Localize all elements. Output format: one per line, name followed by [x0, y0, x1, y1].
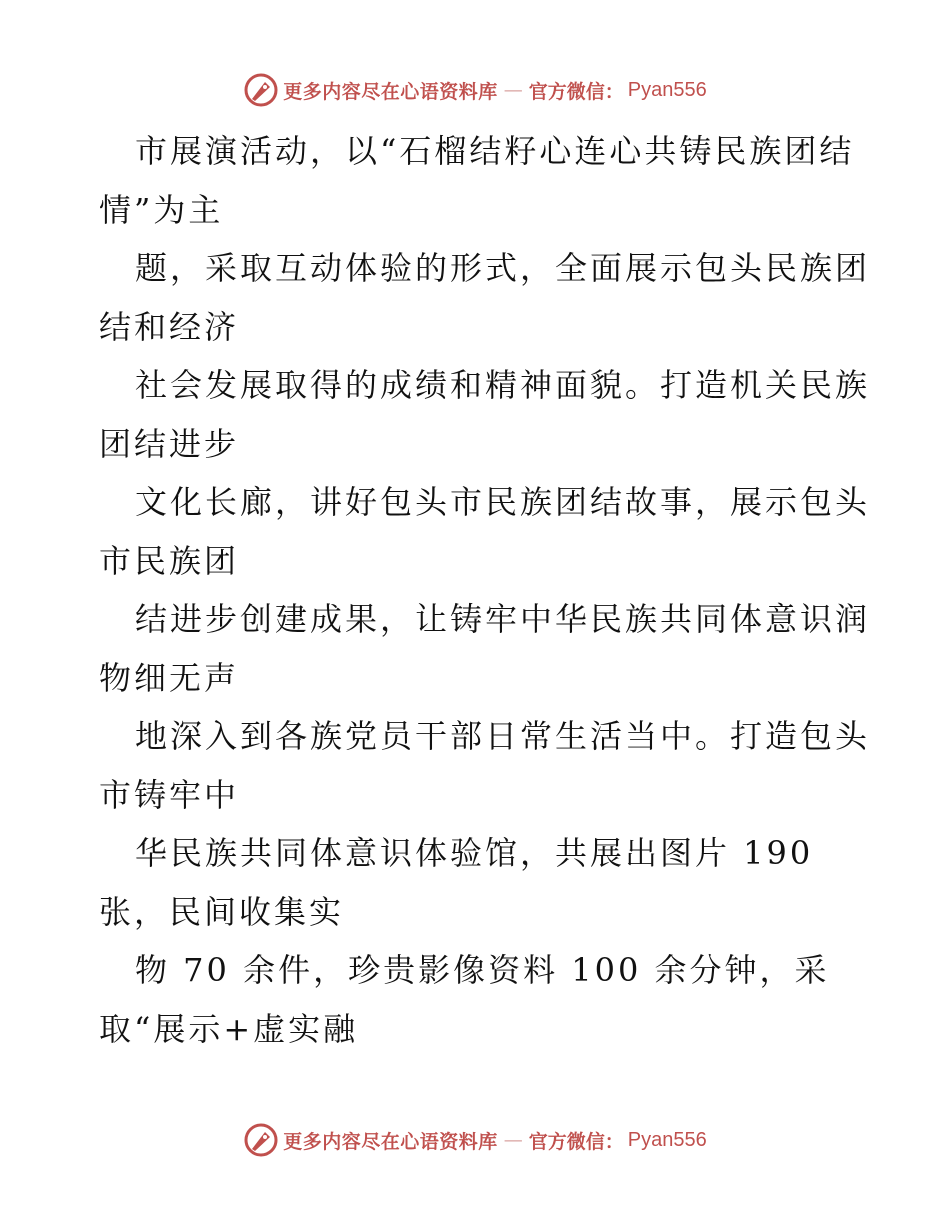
text-line: 结进步创建成果，让铸牢中华民族共同体意识润	[135, 600, 871, 638]
banner-dash: —	[503, 79, 523, 101]
text-line: 市铸牢中	[99, 775, 240, 814]
text-line: 团结进步	[99, 424, 240, 463]
banner-title: 更多内容尽在心语资料库	[283, 1130, 498, 1153]
text-line: 情”为主	[99, 190, 224, 229]
banner-dash: —	[503, 1129, 523, 1151]
text-line: 题，采取互动体验的形式，全面展示包头民族团	[135, 249, 871, 287]
text-line: 文化长廊，讲好包头市民族团结故事，展示包头	[135, 483, 871, 521]
text-line: 物细无声	[99, 658, 240, 697]
banner-inner	[243, 72, 707, 108]
text-line: 物 70 余件，珍贵影像资料 100 余分钟，采	[135, 951, 830, 989]
text-line: 市展演活动，以“石榴结籽心连心共铸民族团结	[135, 132, 855, 170]
pen-nib-logo-icon	[243, 1122, 279, 1158]
banner-contact-id: Pyan556	[627, 1128, 707, 1151]
text-line: 张，民间收集实	[99, 892, 345, 931]
body-text	[99, 122, 871, 1058]
text-line: 华民族共同体意识体验馆，共展出图片 190	[135, 834, 814, 872]
text-line: 结和经济	[99, 307, 240, 346]
banner-contact-label: 官方微信：	[528, 80, 624, 103]
text-line: 取“展示+虚实融	[99, 1009, 359, 1048]
banner-contact-id: Pyan556	[627, 78, 707, 101]
footer-watermark-banner	[0, 1120, 950, 1160]
banner-title: 更多内容尽在心语资料库	[283, 80, 498, 103]
text-line: 社会发展取得的成绩和精神面貌。打造机关民族	[135, 366, 871, 404]
header-watermark-banner	[0, 70, 950, 110]
text-line: 市民族团	[99, 541, 240, 580]
text-line: 地深入到各族党员干部日常生活当中。打造包头	[135, 717, 871, 755]
banner-contact-label: 官方微信：	[528, 1130, 624, 1153]
banner-inner	[243, 1122, 707, 1158]
pen-nib-logo-icon	[243, 72, 279, 108]
